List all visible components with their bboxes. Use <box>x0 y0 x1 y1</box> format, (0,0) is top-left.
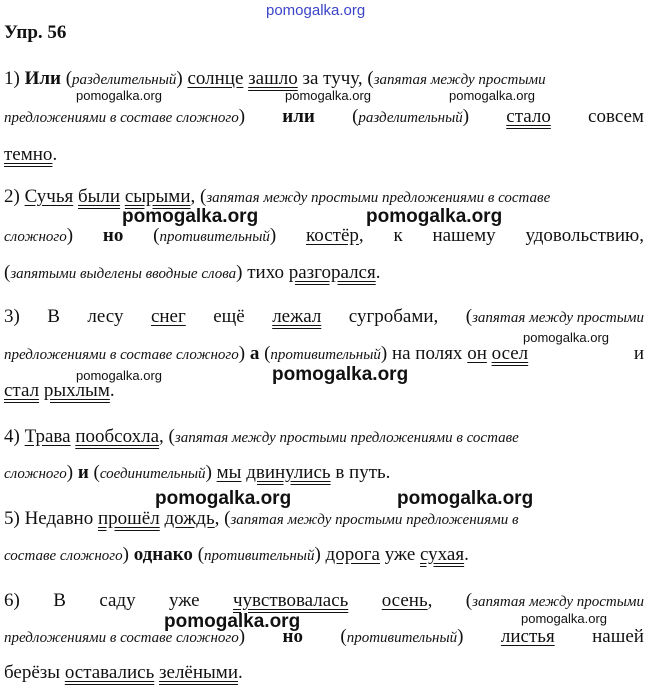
ex3-line3: стал рыхлым. <box>4 380 115 401</box>
ex1-line2: предложениями в составе сложного) или (разделительный) стало совсем <box>4 106 644 127</box>
watermark: pomogalka.org <box>366 206 503 227</box>
watermark: pomogalka.org <box>155 488 292 509</box>
watermark: pomogalka.org <box>76 88 162 103</box>
watermark: pomogalka.org <box>397 488 534 509</box>
ex3-line1: 3) В лесу снег ещё лежал сугробами, (запятая между простыми <box>4 306 644 327</box>
watermark: pomogalka.org <box>164 611 301 632</box>
watermark: pomogalka.org <box>122 206 259 227</box>
ex1-line1: 1) Или (разделительный) солнце зашло за тучу, (запятая между простыми <box>4 68 546 89</box>
watermark: pomogalka.org <box>521 611 607 626</box>
ex4-line1: 4) Трава пообсохла, (запятая между простыми предложениями в составе <box>4 426 519 447</box>
watermark-top[interactable]: pomogalka.org <box>266 2 366 19</box>
exercise-title: Упр. 56 <box>4 22 67 43</box>
ex6-line3: берёзы оставались зелёными. <box>4 662 243 683</box>
ex3-line2: предложениями в составе сложного) а (противительный) на полях он осел и <box>4 343 644 364</box>
watermark: pomogalka.org <box>449 88 535 103</box>
ex2-line2: сложного) но (противительный) костёр, к нашему удовольствию, <box>4 225 644 246</box>
ex2-line3: (запятыми выделены вводные слова) тихо разгорался. <box>4 262 381 283</box>
watermark: pomogalka.org <box>76 368 162 383</box>
ex4-line2: сложного) и (соединительный) мы двинулись в путь. <box>4 462 391 483</box>
watermark: pomogalka.org <box>272 364 409 385</box>
ex5-line2: составе сложного) однако (противительный) дорога уже сухая. <box>4 544 469 565</box>
watermark: pomogalka.org <box>285 88 371 103</box>
ex2-line1: 2) Сучья были сырыми, (запятая между простыми предложениями в составе <box>4 186 551 207</box>
watermark: pomogalka.org <box>523 330 609 345</box>
ex6-line2: предложениями в составе сложного) но (противительный) листья нашей <box>4 626 644 647</box>
ex5-line1: 5) Недавно прошёл дождь, (запятая между простыми предложениями в <box>4 508 519 529</box>
ex1-line3: темно. <box>4 144 58 165</box>
ex6-line1: 6) В саду уже чувствовалась осень, (запятая между простыми <box>4 590 644 611</box>
